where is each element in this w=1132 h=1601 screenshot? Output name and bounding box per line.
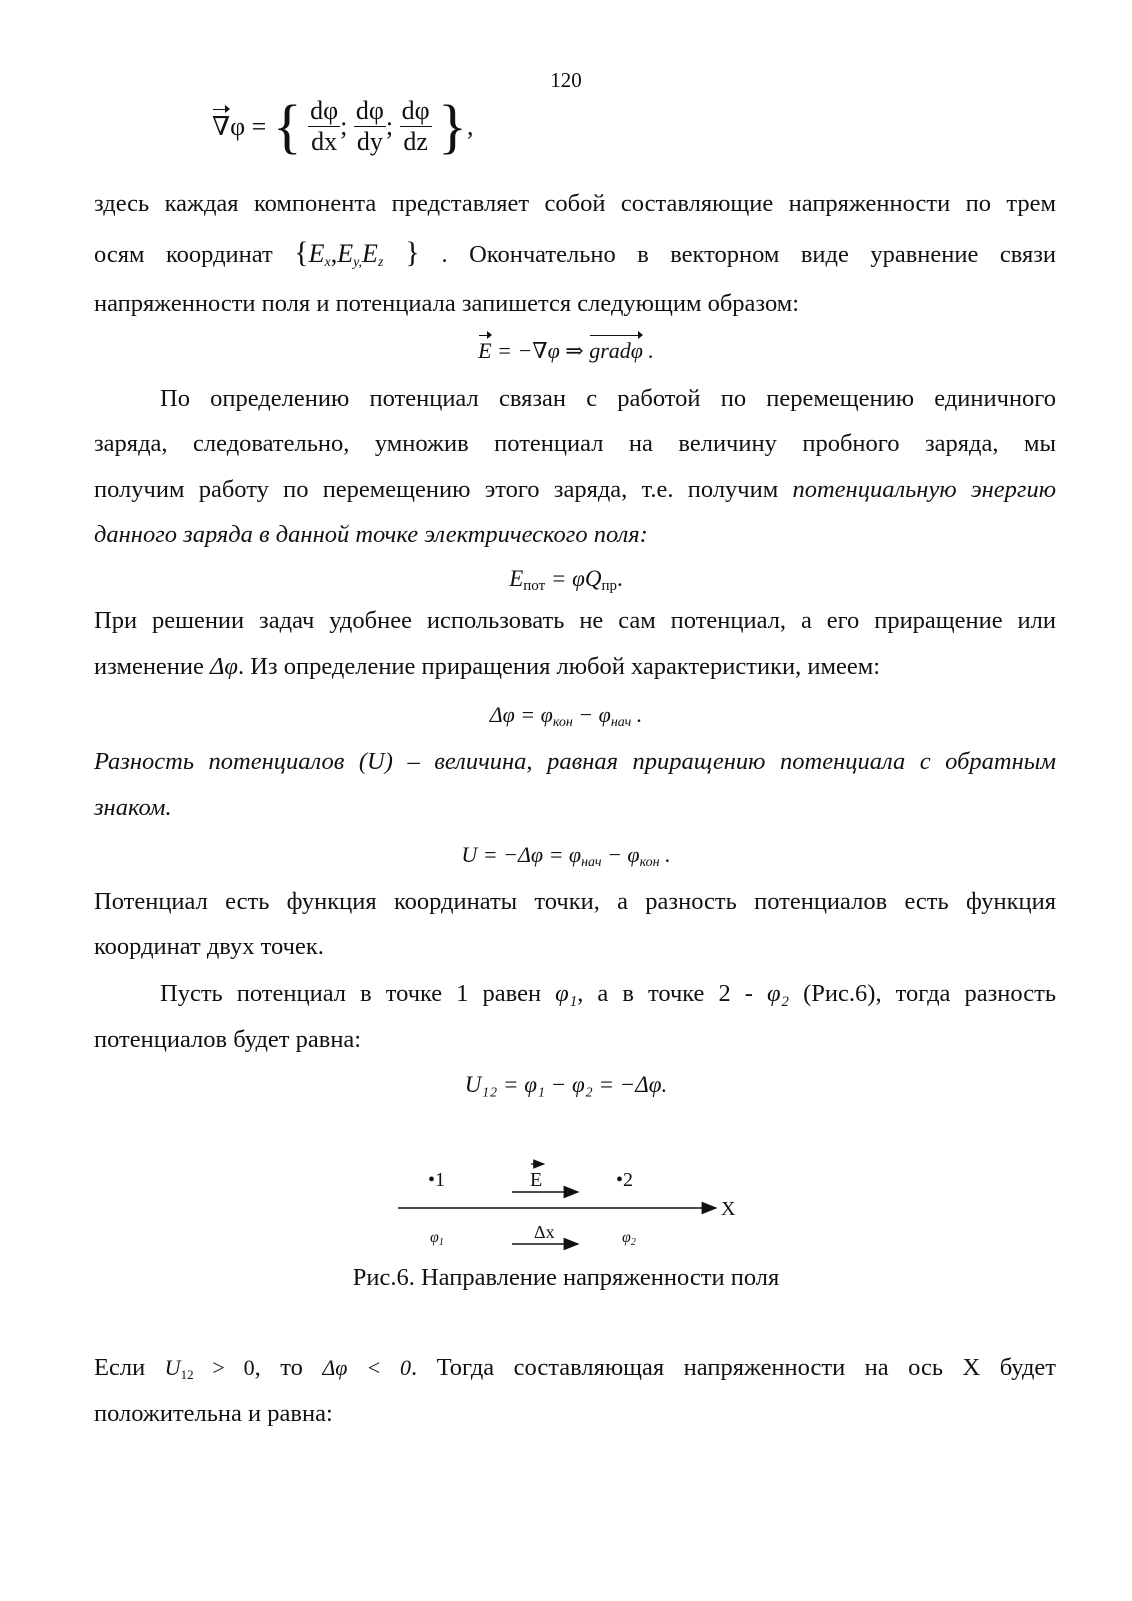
para2-line2: заряда, следовательно, умножив потенциал на величину пробного заряда, мы xyxy=(94,430,1056,457)
figure-caption: Рис.6. Направление напряженности поля xyxy=(352,1264,780,1291)
fraction-dz: $\frac{d\varphi}{dz}$ xyxy=(401,96,430,156)
page-number: 120 xyxy=(550,68,582,92)
para2-line1: По определению потенциал связан с работой по перемещению единичного xyxy=(160,385,1056,412)
definition-line2: знаком. xyxy=(94,794,172,821)
grad-lhs: ∇φ = xyxy=(212,111,267,141)
para1-line1: здесь каждая компонента представляет собой составляющие напряженности по трем xyxy=(94,190,1056,217)
fraction-dx: $\frac{d\varphi}{dx}$ xyxy=(310,96,339,156)
para1-line2: осям координат {$E_x,E_{y,}E_z$ } . Окончательно в векторном виде уравнение связи xyxy=(94,236,1057,270)
para2-line3: получим работу по перемещению этого заряда, т.е. получим потенциальную энергию xyxy=(94,476,1056,503)
right-brace: } xyxy=(438,93,467,160)
phi2-label: φ2 xyxy=(622,1229,636,1248)
x-axis-label: X xyxy=(721,1198,736,1220)
para5-line1: Пусть потенциал в точке 1 равен φ₁, а в точке 2 - φ₂ (Рис.6), тогда разность xyxy=(160,980,1057,1007)
para1-line3: напряженности поля и потенциала запишется следующим образом: xyxy=(94,290,800,317)
field-direction-figure xyxy=(390,1152,750,1256)
point-1-label: •1 xyxy=(428,1169,446,1191)
formula-field-gradient: E = −∇φ ⇒ gradφ . xyxy=(478,338,654,363)
para4-line2: координат двух точек. xyxy=(94,933,324,960)
para6-line2: положительна и равна: xyxy=(94,1400,333,1427)
formula-delta-phi: $\Delta\varphi = \varphi_{кон} - \varphi_{нач}$ . xyxy=(489,702,643,730)
point-2-label: •2 xyxy=(616,1169,634,1191)
para3-line1: При решении задач удобнее использовать не сам потенциал, а его приращение или xyxy=(94,607,1056,634)
field-vector-label: E xyxy=(530,1169,543,1191)
formula-potential-energy: Eпот = φQпр. xyxy=(509,566,623,594)
para6-line1: Если U12 > 0, то Δφ < 0. Тогда составляющая напряженности на ось X будет xyxy=(94,1354,1056,1382)
para4-line1: Потенциал есть функция координаты точки, а разность потенциалов есть функция xyxy=(94,888,1056,915)
delta-x-label: Δx xyxy=(534,1222,555,1242)
definition-line1: Разность потенциалов (U) – величина, равная приращению потенциала с обратным xyxy=(94,748,1056,775)
para5-line2: потенциалов будет равна: xyxy=(94,1026,362,1053)
para3-line2: изменение Δφ. Из определение приращения любой характеристики, имеем: xyxy=(94,653,881,680)
phi1-label: φ1 xyxy=(430,1229,444,1248)
gradient-formula: ∇φ = { $\frac{d\varphi}{dx}$ ; $\frac{d\varphi}{dy}$ ; $\frac{d\varphi}{dz}$ }, xyxy=(212,93,474,160)
components-set: {$E_x,E_{y,}E_z$ } xyxy=(294,236,420,270)
formula-voltage: $U = -\Delta\varphi = \varphi_{нач} - \varphi_{кон}$ . xyxy=(461,842,671,870)
para2-line4: данного заряда в данной точке электрического поля: xyxy=(94,521,648,548)
formula-u12: U₁₂ = φ₁ − φ₂ = −Δφ. xyxy=(464,1072,668,1097)
fraction-dy: $\frac{d\varphi}{dy}$ xyxy=(355,96,384,156)
left-brace: { xyxy=(272,93,302,160)
